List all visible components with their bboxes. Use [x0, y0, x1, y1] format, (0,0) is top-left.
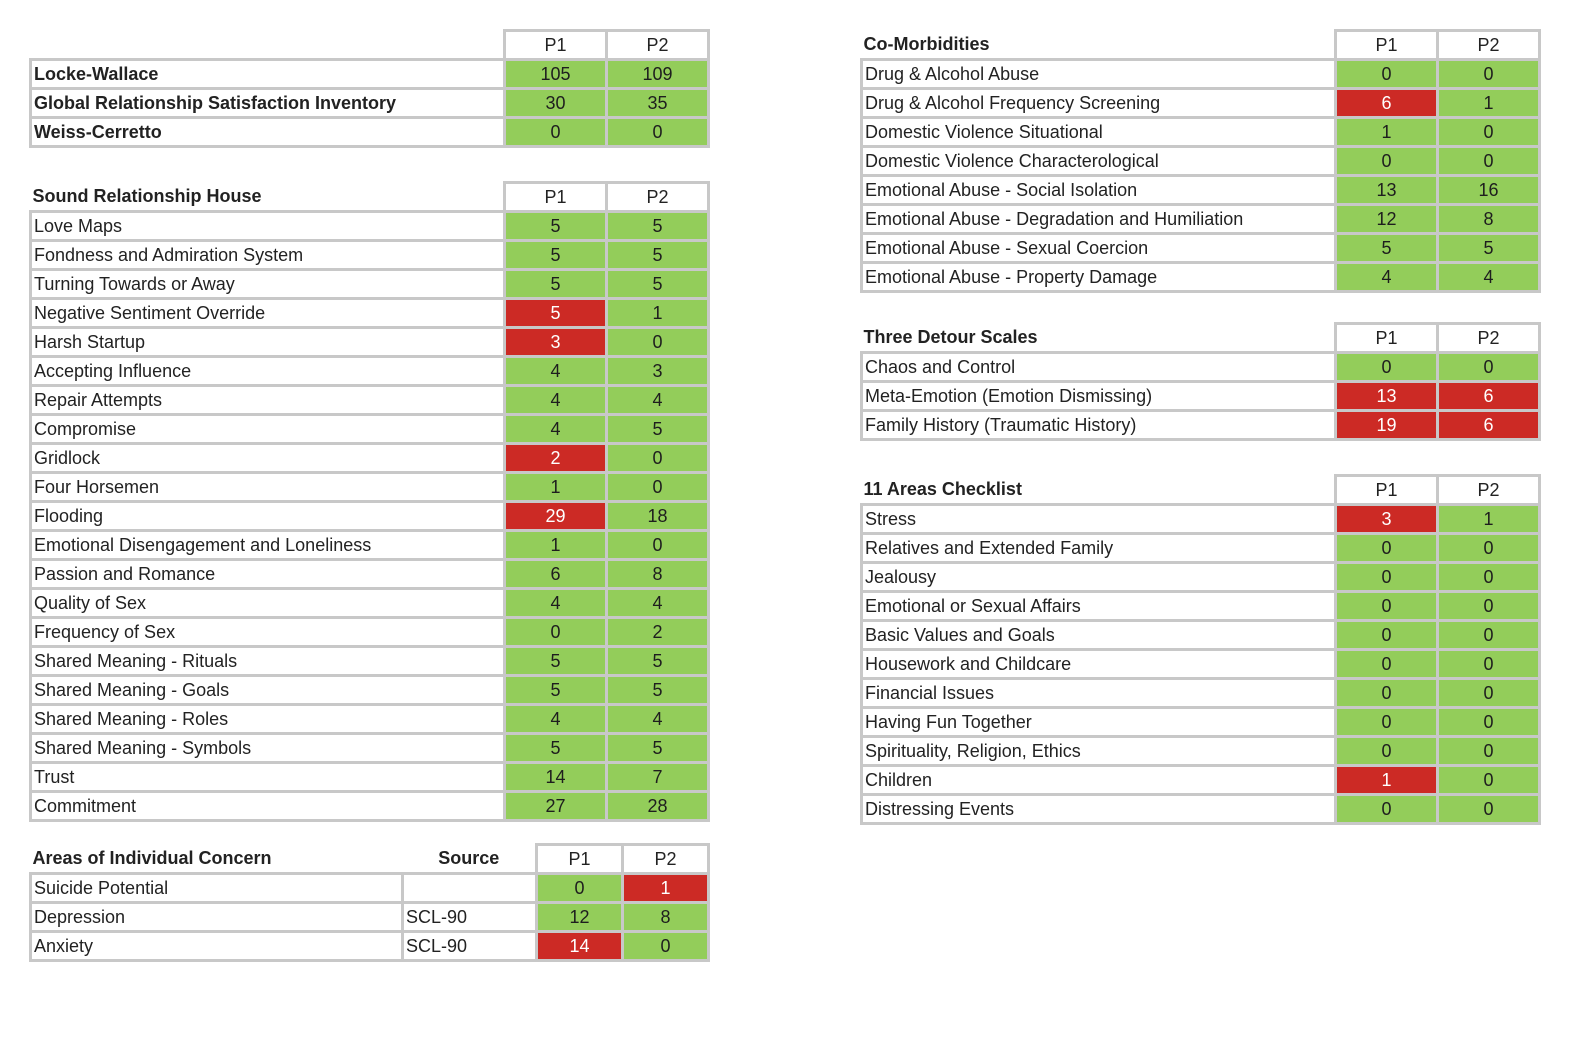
- srh-row-label: Four Horsemen: [31, 473, 505, 502]
- srh-row: [31, 299, 709, 328]
- concern-p1-header: P1: [537, 845, 623, 874]
- areas11-header-row: [862, 476, 1540, 505]
- detour-row: [862, 382, 1540, 411]
- detour-row-p1-score: 13: [1336, 382, 1438, 411]
- srh-row-label: Emotional Disengagement and Loneliness: [31, 531, 505, 560]
- areas11-row-p1-score: 0: [1336, 621, 1438, 650]
- overview-row: [31, 89, 709, 118]
- srh-row: [31, 386, 709, 415]
- areas11-row-label: Emotional or Sexual Affairs: [862, 592, 1336, 621]
- areas11-row-p2-score: 0: [1438, 708, 1540, 737]
- comorbid-row: [862, 176, 1540, 205]
- areas11-row: [862, 708, 1540, 737]
- areas11-p2-header: P2: [1438, 476, 1540, 505]
- areas11-row-p1-score: 0: [1336, 650, 1438, 679]
- srh-row: [31, 473, 709, 502]
- comorbid-row-label: Emotional Abuse - Sexual Coercion: [862, 234, 1336, 263]
- concern-row-label: Suicide Potential: [31, 874, 403, 903]
- srh-p1-header: P1: [505, 183, 607, 212]
- comorbid-row-label: Domestic Violence Situational: [862, 118, 1336, 147]
- srh-row-p2-score: 3: [607, 357, 709, 386]
- comorbid-p2-header: P2: [1438, 31, 1540, 60]
- srh-body: [31, 212, 709, 821]
- comorbid-row-label: Domestic Violence Characterological: [862, 147, 1336, 176]
- concern-row-source: SCL-90: [403, 932, 537, 961]
- srh-row: [31, 444, 709, 473]
- detour-body: [862, 353, 1540, 440]
- srh-title: Sound Relationship House: [32, 186, 262, 207]
- concern-row-source: [403, 874, 537, 903]
- srh-row-p2-score: 8: [607, 560, 709, 589]
- overview-row-p2-score: 109: [607, 60, 709, 89]
- areas11-row-p2-score: 0: [1438, 737, 1540, 766]
- srh-row-p1-score: 1: [505, 473, 607, 502]
- detour-row-label: Family History (Traumatic History): [862, 411, 1336, 440]
- concern-row-source: SCL-90: [403, 903, 537, 932]
- srh-row-label: Negative Sentiment Override: [31, 299, 505, 328]
- srh-row: [31, 212, 709, 241]
- comorbid-row-label: Emotional Abuse - Property Damage: [862, 263, 1336, 292]
- srh-row-label: Shared Meaning - Roles: [31, 705, 505, 734]
- comorbid-row-p1-score: 1: [1336, 118, 1438, 147]
- srh-row: [31, 357, 709, 386]
- comorbid-row-label: Drug & Alcohol Frequency Screening: [862, 89, 1336, 118]
- srh-row-label: Fondness and Admiration System: [31, 241, 505, 270]
- srh-row: [31, 705, 709, 734]
- comorbid-row: [862, 89, 1540, 118]
- srh-row-p2-score: 5: [607, 676, 709, 705]
- srh-row-p1-score: 4: [505, 386, 607, 415]
- areas11-row-label: Stress: [862, 505, 1336, 534]
- srh-row-p1-score: 0: [505, 618, 607, 647]
- srh-row: [31, 502, 709, 531]
- areas11-row-p1-score: 3: [1336, 505, 1438, 534]
- concern-title: Areas of Individual Concern: [32, 848, 272, 869]
- overview-row: [31, 118, 709, 147]
- comorbid-row: [862, 147, 1540, 176]
- concern-row-p1-score: 12: [537, 903, 623, 932]
- comorbid-row-p2-score: 16: [1438, 176, 1540, 205]
- areas11-row-p1-score: 0: [1336, 679, 1438, 708]
- concern-row-p2-score: 8: [623, 903, 709, 932]
- areas11-body: [862, 505, 1540, 824]
- detour-row-p1-score: 19: [1336, 411, 1438, 440]
- detour-row: [862, 353, 1540, 382]
- concern-row-label: Anxiety: [31, 932, 403, 961]
- areas11-row-p1-score: 1: [1336, 766, 1438, 795]
- srh-p2-header: P2: [607, 183, 709, 212]
- areas11-row-p1-score: 0: [1336, 708, 1438, 737]
- srh-row-p1-score: 2: [505, 444, 607, 473]
- concern-row-p1-score: 14: [537, 932, 623, 961]
- comorbid-row: [862, 234, 1540, 263]
- areas11-row: [862, 592, 1540, 621]
- srh-row-p1-score: 6: [505, 560, 607, 589]
- srh-row-label: Flooding: [31, 502, 505, 531]
- areas11-row-label: Children: [862, 766, 1336, 795]
- areas11-row-p2-score: 0: [1438, 592, 1540, 621]
- srh-row-label: Shared Meaning - Rituals: [31, 647, 505, 676]
- srh-row-p1-score: 5: [505, 734, 607, 763]
- areas11-title: 11 Areas Checklist: [863, 479, 1022, 500]
- comorbid-row-p2-score: 1: [1438, 89, 1540, 118]
- areas11-row-p2-score: 0: [1438, 650, 1540, 679]
- srh-row-label: Shared Meaning - Goals: [31, 676, 505, 705]
- areas11-row-p2-score: 0: [1438, 534, 1540, 563]
- srh-row-p2-score: 0: [607, 444, 709, 473]
- areas11-row-label: Basic Values and Goals: [862, 621, 1336, 650]
- areas11-p1-header: P1: [1336, 476, 1438, 505]
- concern-row: [31, 903, 709, 932]
- areas11-row-p2-score: 0: [1438, 563, 1540, 592]
- overview-row: [31, 60, 709, 89]
- srh-row-p2-score: 7: [607, 763, 709, 792]
- comorbid-row-p1-score: 6: [1336, 89, 1438, 118]
- detour-row-p1-score: 0: [1336, 353, 1438, 382]
- comorbid-row-label: Drug & Alcohol Abuse: [862, 60, 1336, 89]
- srh-row-p2-score: 18: [607, 502, 709, 531]
- comorbid-table: [860, 29, 1541, 293]
- srh-row-p1-score: 14: [505, 763, 607, 792]
- comorbid-row-p1-score: 4: [1336, 263, 1438, 292]
- areas11-row-label: Relatives and Extended Family: [862, 534, 1336, 563]
- areas11-row: [862, 621, 1540, 650]
- detour-row-label: Chaos and Control: [862, 353, 1336, 382]
- concern-row: [31, 874, 709, 903]
- overview-row-label: Weiss-Cerretto: [31, 118, 505, 147]
- comorbid-row-p1-score: 12: [1336, 205, 1438, 234]
- srh-row-p1-score: 5: [505, 676, 607, 705]
- areas11-row: [862, 534, 1540, 563]
- concern-row-p2-score: 1: [623, 874, 709, 903]
- comorbid-row: [862, 263, 1540, 292]
- srh-row-p1-score: 5: [505, 270, 607, 299]
- comorbid-row-p2-score: 0: [1438, 147, 1540, 176]
- overview-row-label: Locke-Wallace: [31, 60, 505, 89]
- areas11-row-p1-score: 0: [1336, 795, 1438, 824]
- srh-row-p2-score: 5: [607, 734, 709, 763]
- srh-row-p1-score: 3: [505, 328, 607, 357]
- srh-row: [31, 415, 709, 444]
- overview-row-p1-score: 105: [505, 60, 607, 89]
- concern-row-p2-score: 0: [623, 932, 709, 961]
- detour-title: Three Detour Scales: [863, 327, 1038, 348]
- areas11-row: [862, 650, 1540, 679]
- overview-p2-header: P2: [607, 31, 709, 60]
- areas11-row: [862, 563, 1540, 592]
- srh-row-p1-score: 5: [505, 299, 607, 328]
- comorbid-row-p2-score: 8: [1438, 205, 1540, 234]
- srh-row-p1-score: 4: [505, 357, 607, 386]
- srh-row-p1-score: 27: [505, 792, 607, 821]
- srh-row: [31, 560, 709, 589]
- srh-row-p2-score: 5: [607, 212, 709, 241]
- detour-row: [862, 411, 1540, 440]
- srh-row-p2-score: 1: [607, 299, 709, 328]
- srh-header-row: [31, 183, 709, 212]
- srh-row-p1-score: 5: [505, 212, 607, 241]
- srh-row: [31, 734, 709, 763]
- areas11-row: [862, 505, 1540, 534]
- comorbid-row-p1-score: 0: [1336, 60, 1438, 89]
- srh-row-label: Passion and Romance: [31, 560, 505, 589]
- srh-row-p1-score: 4: [505, 589, 607, 618]
- comorbid-row-p2-score: 4: [1438, 263, 1540, 292]
- overview-body: [31, 60, 709, 147]
- areas11-row-p2-score: 0: [1438, 621, 1540, 650]
- srh-row: [31, 531, 709, 560]
- comorbid-row: [862, 205, 1540, 234]
- srh-row: [31, 270, 709, 299]
- srh-row-p2-score: 0: [607, 473, 709, 502]
- comorbid-row: [862, 60, 1540, 89]
- overview-row-p2-score: 0: [607, 118, 709, 147]
- areas11-row-p1-score: 0: [1336, 563, 1438, 592]
- srh-row-label: Accepting Influence: [31, 357, 505, 386]
- areas11-row: [862, 737, 1540, 766]
- srh-row: [31, 676, 709, 705]
- srh-row-p1-score: 1: [505, 531, 607, 560]
- srh-row-p2-score: 5: [607, 415, 709, 444]
- srh-table: [29, 181, 710, 822]
- detour-table: [860, 322, 1541, 441]
- comorbid-row-p1-score: 13: [1336, 176, 1438, 205]
- comorbid-row-label: Emotional Abuse - Degradation and Humiliation: [862, 205, 1336, 234]
- comorbid-row-p2-score: 0: [1438, 60, 1540, 89]
- areas11-row-label: Housework and Childcare: [862, 650, 1336, 679]
- areas11-row-p2-score: 0: [1438, 679, 1540, 708]
- areas11-row: [862, 766, 1540, 795]
- srh-row: [31, 328, 709, 357]
- detour-row-p2-score: 6: [1438, 382, 1540, 411]
- srh-row-label: Love Maps: [31, 212, 505, 241]
- overview-row-p2-score: 35: [607, 89, 709, 118]
- srh-row: [31, 241, 709, 270]
- areas11-row: [862, 795, 1540, 824]
- concern-table: [29, 843, 710, 962]
- concern-row: [31, 932, 709, 961]
- srh-row-label: Harsh Startup: [31, 328, 505, 357]
- srh-row-label: Turning Towards or Away: [31, 270, 505, 299]
- comorbid-row-p1-score: 0: [1336, 147, 1438, 176]
- srh-row-label: Repair Attempts: [31, 386, 505, 415]
- areas11-row-p1-score: 0: [1336, 592, 1438, 621]
- concern-row-label: Depression: [31, 903, 403, 932]
- srh-row-p1-score: 4: [505, 705, 607, 734]
- srh-row-p2-score: 5: [607, 270, 709, 299]
- detour-row-p2-score: 6: [1438, 411, 1540, 440]
- areas11-row-p2-score: 0: [1438, 766, 1540, 795]
- overview-table: [29, 29, 710, 148]
- areas11-row-label: Distressing Events: [862, 795, 1336, 824]
- srh-row-label: Frequency of Sex: [31, 618, 505, 647]
- srh-row: [31, 792, 709, 821]
- areas11-row-label: Spirituality, Religion, Ethics: [862, 737, 1336, 766]
- concern-row-p1-score: 0: [537, 874, 623, 903]
- srh-row-p2-score: 4: [607, 386, 709, 415]
- comorbid-body: [862, 60, 1540, 292]
- concern-body: [31, 874, 709, 961]
- overview-row-p1-score: 30: [505, 89, 607, 118]
- srh-row-p2-score: 5: [607, 647, 709, 676]
- srh-row-label: Compromise: [31, 415, 505, 444]
- areas11-row-p2-score: 1: [1438, 505, 1540, 534]
- areas11-row-p2-score: 0: [1438, 795, 1540, 824]
- detour-row-label: Meta-Emotion (Emotion Dismissing): [862, 382, 1336, 411]
- srh-row: [31, 589, 709, 618]
- areas11-row-p1-score: 0: [1336, 737, 1438, 766]
- concern-source-header: Source: [438, 848, 500, 869]
- areas11-table: [860, 474, 1541, 825]
- comorbid-row-label: Emotional Abuse - Social Isolation: [862, 176, 1336, 205]
- srh-row-p1-score: 29: [505, 502, 607, 531]
- concern-header-row: [31, 845, 709, 874]
- srh-row-label: Quality of Sex: [31, 589, 505, 618]
- comorbid-title: Co-Morbidities: [863, 34, 990, 55]
- areas11-row-p1-score: 0: [1336, 534, 1438, 563]
- areas11-row-label: Jealousy: [862, 563, 1336, 592]
- srh-row-label: Trust: [31, 763, 505, 792]
- srh-row-p2-score: 4: [607, 589, 709, 618]
- concern-p2-header: P2: [623, 845, 709, 874]
- comorbid-row-p2-score: 5: [1438, 234, 1540, 263]
- srh-row-p1-score: 5: [505, 647, 607, 676]
- comorbid-header-row: [862, 31, 1540, 60]
- areas11-row: [862, 679, 1540, 708]
- detour-p1-header: P1: [1336, 324, 1438, 353]
- srh-row-p2-score: 2: [607, 618, 709, 647]
- overview-row-label: Global Relationship Satisfaction Inventory: [31, 89, 505, 118]
- srh-row-p1-score: 4: [505, 415, 607, 444]
- overview-header-row: [31, 31, 709, 60]
- srh-row-p1-score: 5: [505, 241, 607, 270]
- areas11-row-label: Financial Issues: [862, 679, 1336, 708]
- overview-row-p1-score: 0: [505, 118, 607, 147]
- comorbid-row-p1-score: 5: [1336, 234, 1438, 263]
- comorbid-row: [862, 118, 1540, 147]
- srh-row-p2-score: 5: [607, 241, 709, 270]
- srh-row: [31, 618, 709, 647]
- srh-row-p2-score: 4: [607, 705, 709, 734]
- detour-header-row: [862, 324, 1540, 353]
- overview-p1-header: P1: [505, 31, 607, 60]
- areas11-row-label: Having Fun Together: [862, 708, 1336, 737]
- srh-row: [31, 763, 709, 792]
- comorbid-row-p2-score: 0: [1438, 118, 1540, 147]
- srh-row-label: Commitment: [31, 792, 505, 821]
- detour-row-p2-score: 0: [1438, 353, 1540, 382]
- srh-row-p2-score: 0: [607, 328, 709, 357]
- comorbid-p1-header: P1: [1336, 31, 1438, 60]
- srh-row-label: Gridlock: [31, 444, 505, 473]
- overview-header-blank: [31, 31, 505, 60]
- srh-row: [31, 647, 709, 676]
- detour-p2-header: P2: [1438, 324, 1540, 353]
- srh-row-p2-score: 28: [607, 792, 709, 821]
- srh-row-p2-score: 0: [607, 531, 709, 560]
- srh-row-label: Shared Meaning - Symbols: [31, 734, 505, 763]
